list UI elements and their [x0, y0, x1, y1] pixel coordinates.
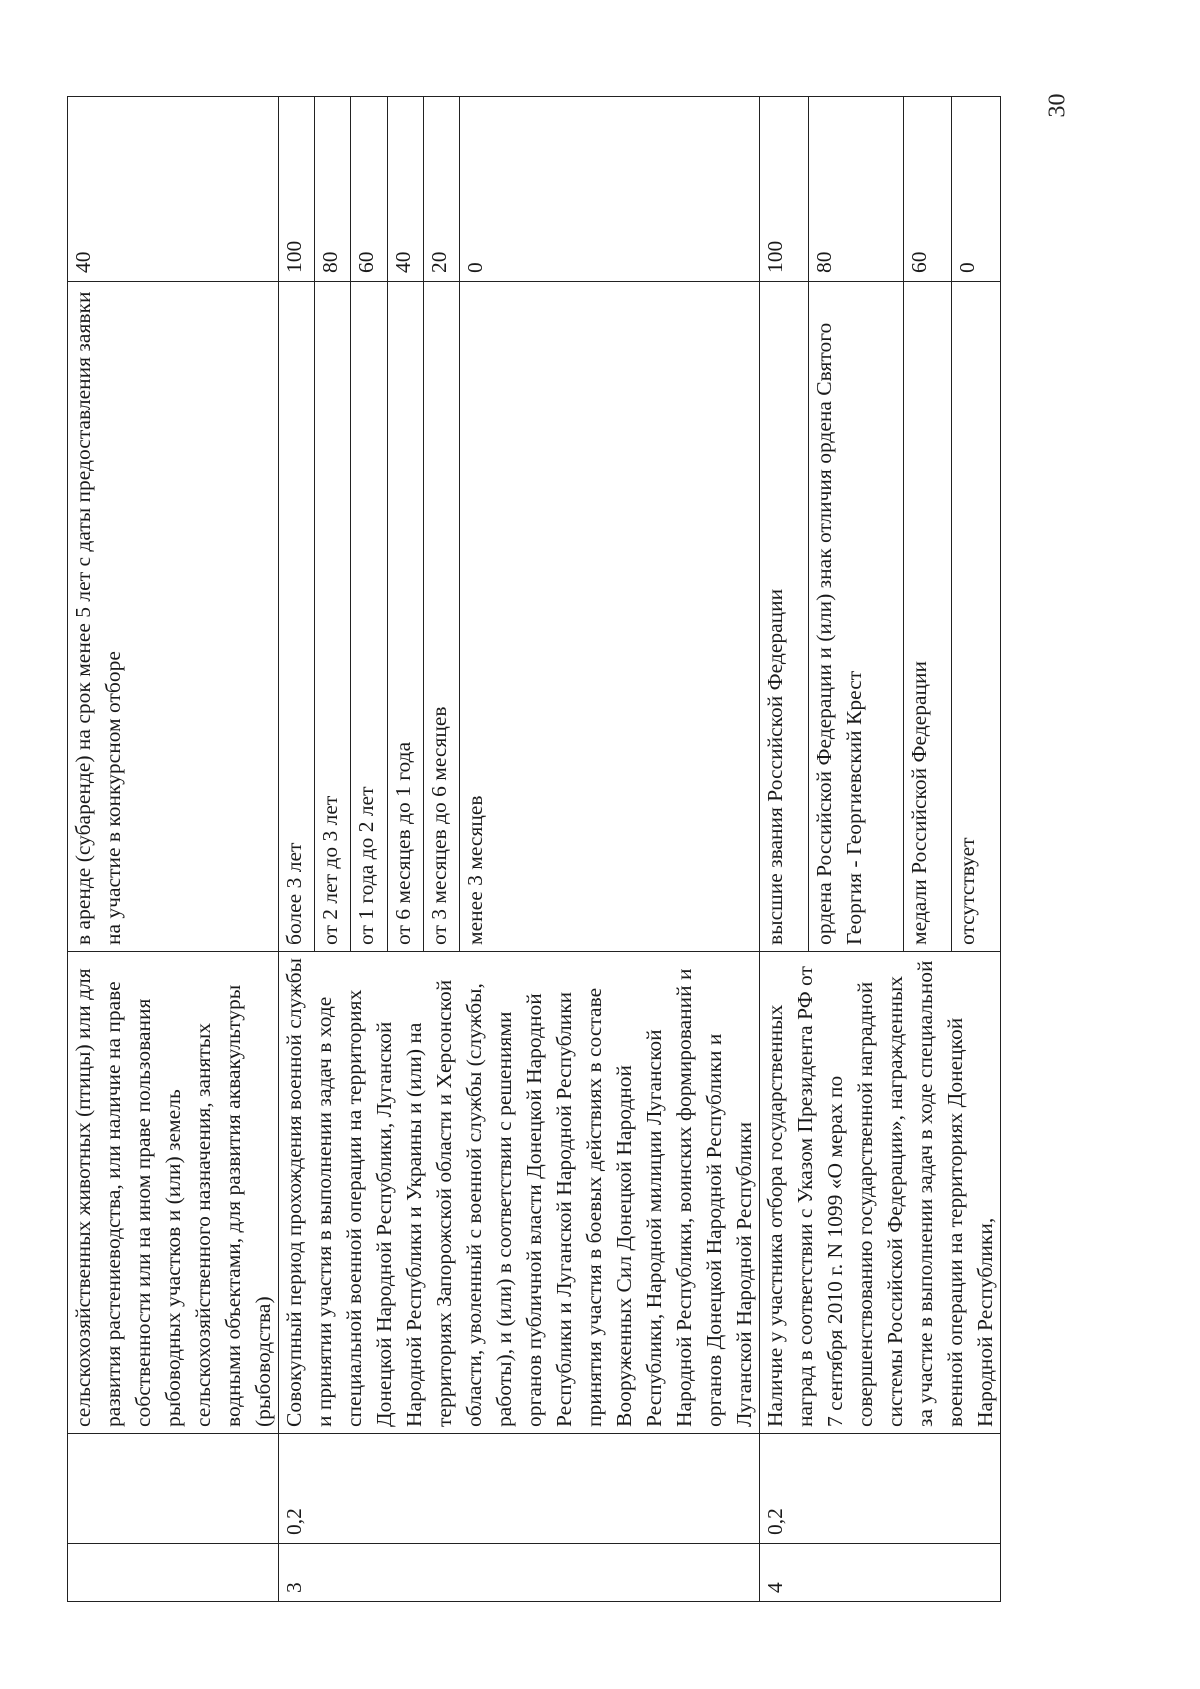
score-cell: 100: [279, 97, 315, 282]
row-number-cell: 3: [279, 1544, 760, 1602]
criteria-table: [67, 96, 1001, 1602]
score-cell: 80: [315, 97, 351, 282]
score-cell: 40: [387, 97, 423, 282]
score-cell: 0: [460, 97, 760, 282]
option-cell: медали Российской Федерации: [903, 282, 952, 952]
option-cell: от 1 года до 2 лет: [351, 282, 387, 952]
score-cell: 100: [760, 97, 809, 282]
table-row-continued: [68, 97, 279, 1602]
score-cell: 60: [351, 97, 387, 282]
score-cell: 60: [903, 97, 952, 282]
score-cell: 40: [68, 97, 279, 282]
option-cell: от 6 месяцев до 1 года: [387, 282, 423, 952]
row-number-cell: 4: [760, 1544, 1001, 1602]
option-cell: ордена Российской Федерации и (или) знак отличия ордена Святого Георгия - Георгиевский Крест: [808, 282, 903, 952]
option-cell: более 3 лет: [279, 282, 315, 952]
option-cell: менее 3 месяцев: [460, 282, 760, 952]
rotated-table-page: [67, 97, 1007, 1602]
weight-cell: 0,2: [279, 1434, 760, 1544]
row-number-cell: [68, 1544, 279, 1602]
score-cell: 0: [952, 97, 1001, 282]
page-number: 30: [1044, 93, 1071, 118]
weight-cell: 0,2: [760, 1434, 1001, 1544]
option-cell: от 3 месяцев до 6 месяцев: [423, 282, 459, 952]
weight-cell: [68, 1434, 279, 1544]
option-cell: отсутствует: [952, 282, 1001, 952]
score-cell: 80: [808, 97, 903, 282]
criterion-cell: Совокупный период прохождения военной службы и принятии участия в выполнении задач в ходе специальной военной операции на территориях Донецкой Народной Республики, Луганской Народной Республики и Украины и (или) на территориях Запорожской области и Херсонской области, уволенный с военной службы (службы, работы), и (или) в соответствии с решениями органов публичной власти Донецкой Народной Республики и Луганской Народной Республики принятия участия в боевых действиях в составе Вооруженных Сил Донецкой Народной Республики, Народной милиции Луганской Народной Республики, воинских формирований и органов Донецкой Народной Республики и Луганской Народной Республики: [279, 952, 760, 1434]
option-cell: от 2 лет до 3 лет: [315, 282, 351, 952]
option-cell: в аренде (субаренде) на срок менее 5 лет с даты предоставления заявки на участие в конкурсном отборе: [68, 282, 279, 952]
table-row-4: [760, 97, 809, 1602]
option-cell: высшие звания Российской Федерации: [760, 282, 809, 952]
criterion-cell: сельскохозяйственных животных (птицы) или для развития растениеводства, или наличие на праве собственности или на ином праве пользования рыбоводных участков и (или) земель сельскохозяйственного назначения, занятых водными объектами, для развития аквакультуры (рыбоводства): [68, 952, 279, 1434]
criterion-cell: Наличие у участника отбора государственных наград в соответствии с Указом Президента РФ от 7 сентября 2010 г. N 1099 «О мерах по совершенствованию государственной наградной системы Российской Федерации», награжденных за участие в выполнении задач в ходе специальной военной операции на территориях Донецкой Народной Республики,: [760, 952, 1001, 1434]
score-cell: 20: [423, 97, 459, 282]
table-row-3: [279, 97, 315, 1602]
